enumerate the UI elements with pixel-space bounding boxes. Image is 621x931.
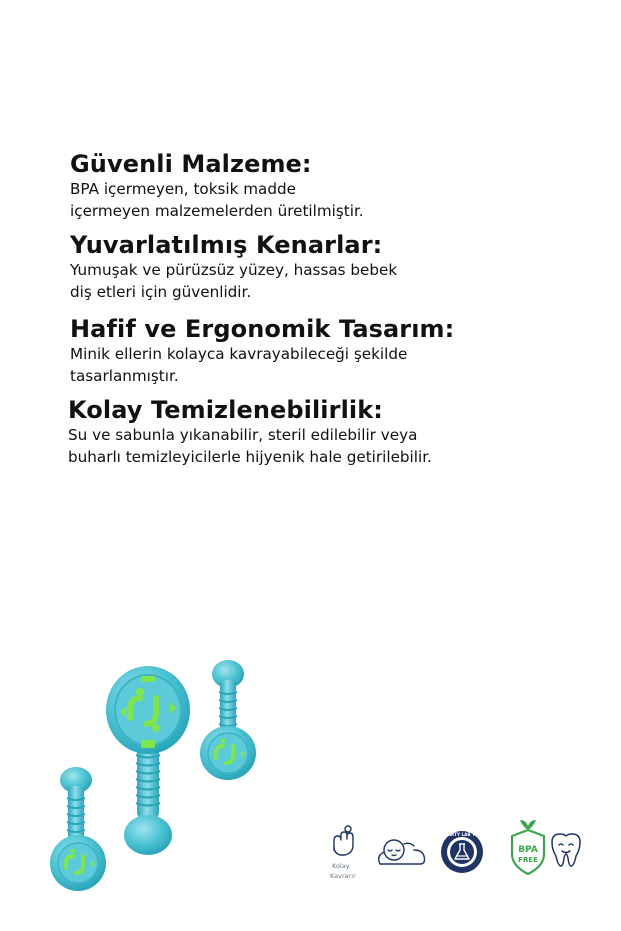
- feature-text: Minik ellerin kolayca kavrayabileceği şekilde tasarlanmıştır.: [70, 345, 408, 385]
- feature-text: Su ve sabunla yıkanabilir, steril edilebilir veya buharlı temizleyicilerle hijyenik hale getirilebilir.: [68, 426, 432, 466]
- grip-label-line-2: Kavrarır: [330, 872, 356, 880]
- bpa-free-badge-icon: [512, 820, 544, 874]
- small-teether-right: [200, 660, 256, 780]
- sleeping-baby-icon: [379, 840, 425, 864]
- feature-easy-cleaning: [68, 396, 432, 468]
- feature-title: Yuvarlatılmış Kenarlar:: [70, 231, 383, 259]
- feature-text: BPA içermeyen, toksik madde içermeyen malzemelerden üretilmiştir.: [70, 180, 364, 220]
- small-teether-left: [50, 767, 106, 891]
- hand-grip-icon: [330, 826, 356, 880]
- teether-product-image: [40, 650, 300, 900]
- feature-badges: [326, 820, 586, 890]
- feature-title: Güvenli Malzeme:: [70, 150, 312, 178]
- feature-ergonomic-design: [70, 315, 454, 387]
- feature-title: Hafif ve Ergonomik Tasarım:: [70, 315, 455, 343]
- feature-text: Yumuşak ve pürüzsüz yüzey, hassas bebek diş etleri için güvenlidir.: [70, 261, 398, 301]
- tooth-icon: [552, 834, 580, 866]
- free-text: FREE: [518, 856, 538, 864]
- feature-title: Kolay Temizlenebilirlik:: [68, 396, 383, 424]
- grip-label-line-1: Kolay: [332, 862, 350, 870]
- feature-rounded-edges: [70, 231, 397, 303]
- lab-tested-badge-icon: [434, 831, 490, 873]
- large-teether: [106, 666, 190, 855]
- lab-tested-text: 3RD PARTY LAB TESTED: [434, 832, 490, 837]
- feature-safe-material: [70, 150, 364, 222]
- bpa-text: BPA: [518, 845, 538, 855]
